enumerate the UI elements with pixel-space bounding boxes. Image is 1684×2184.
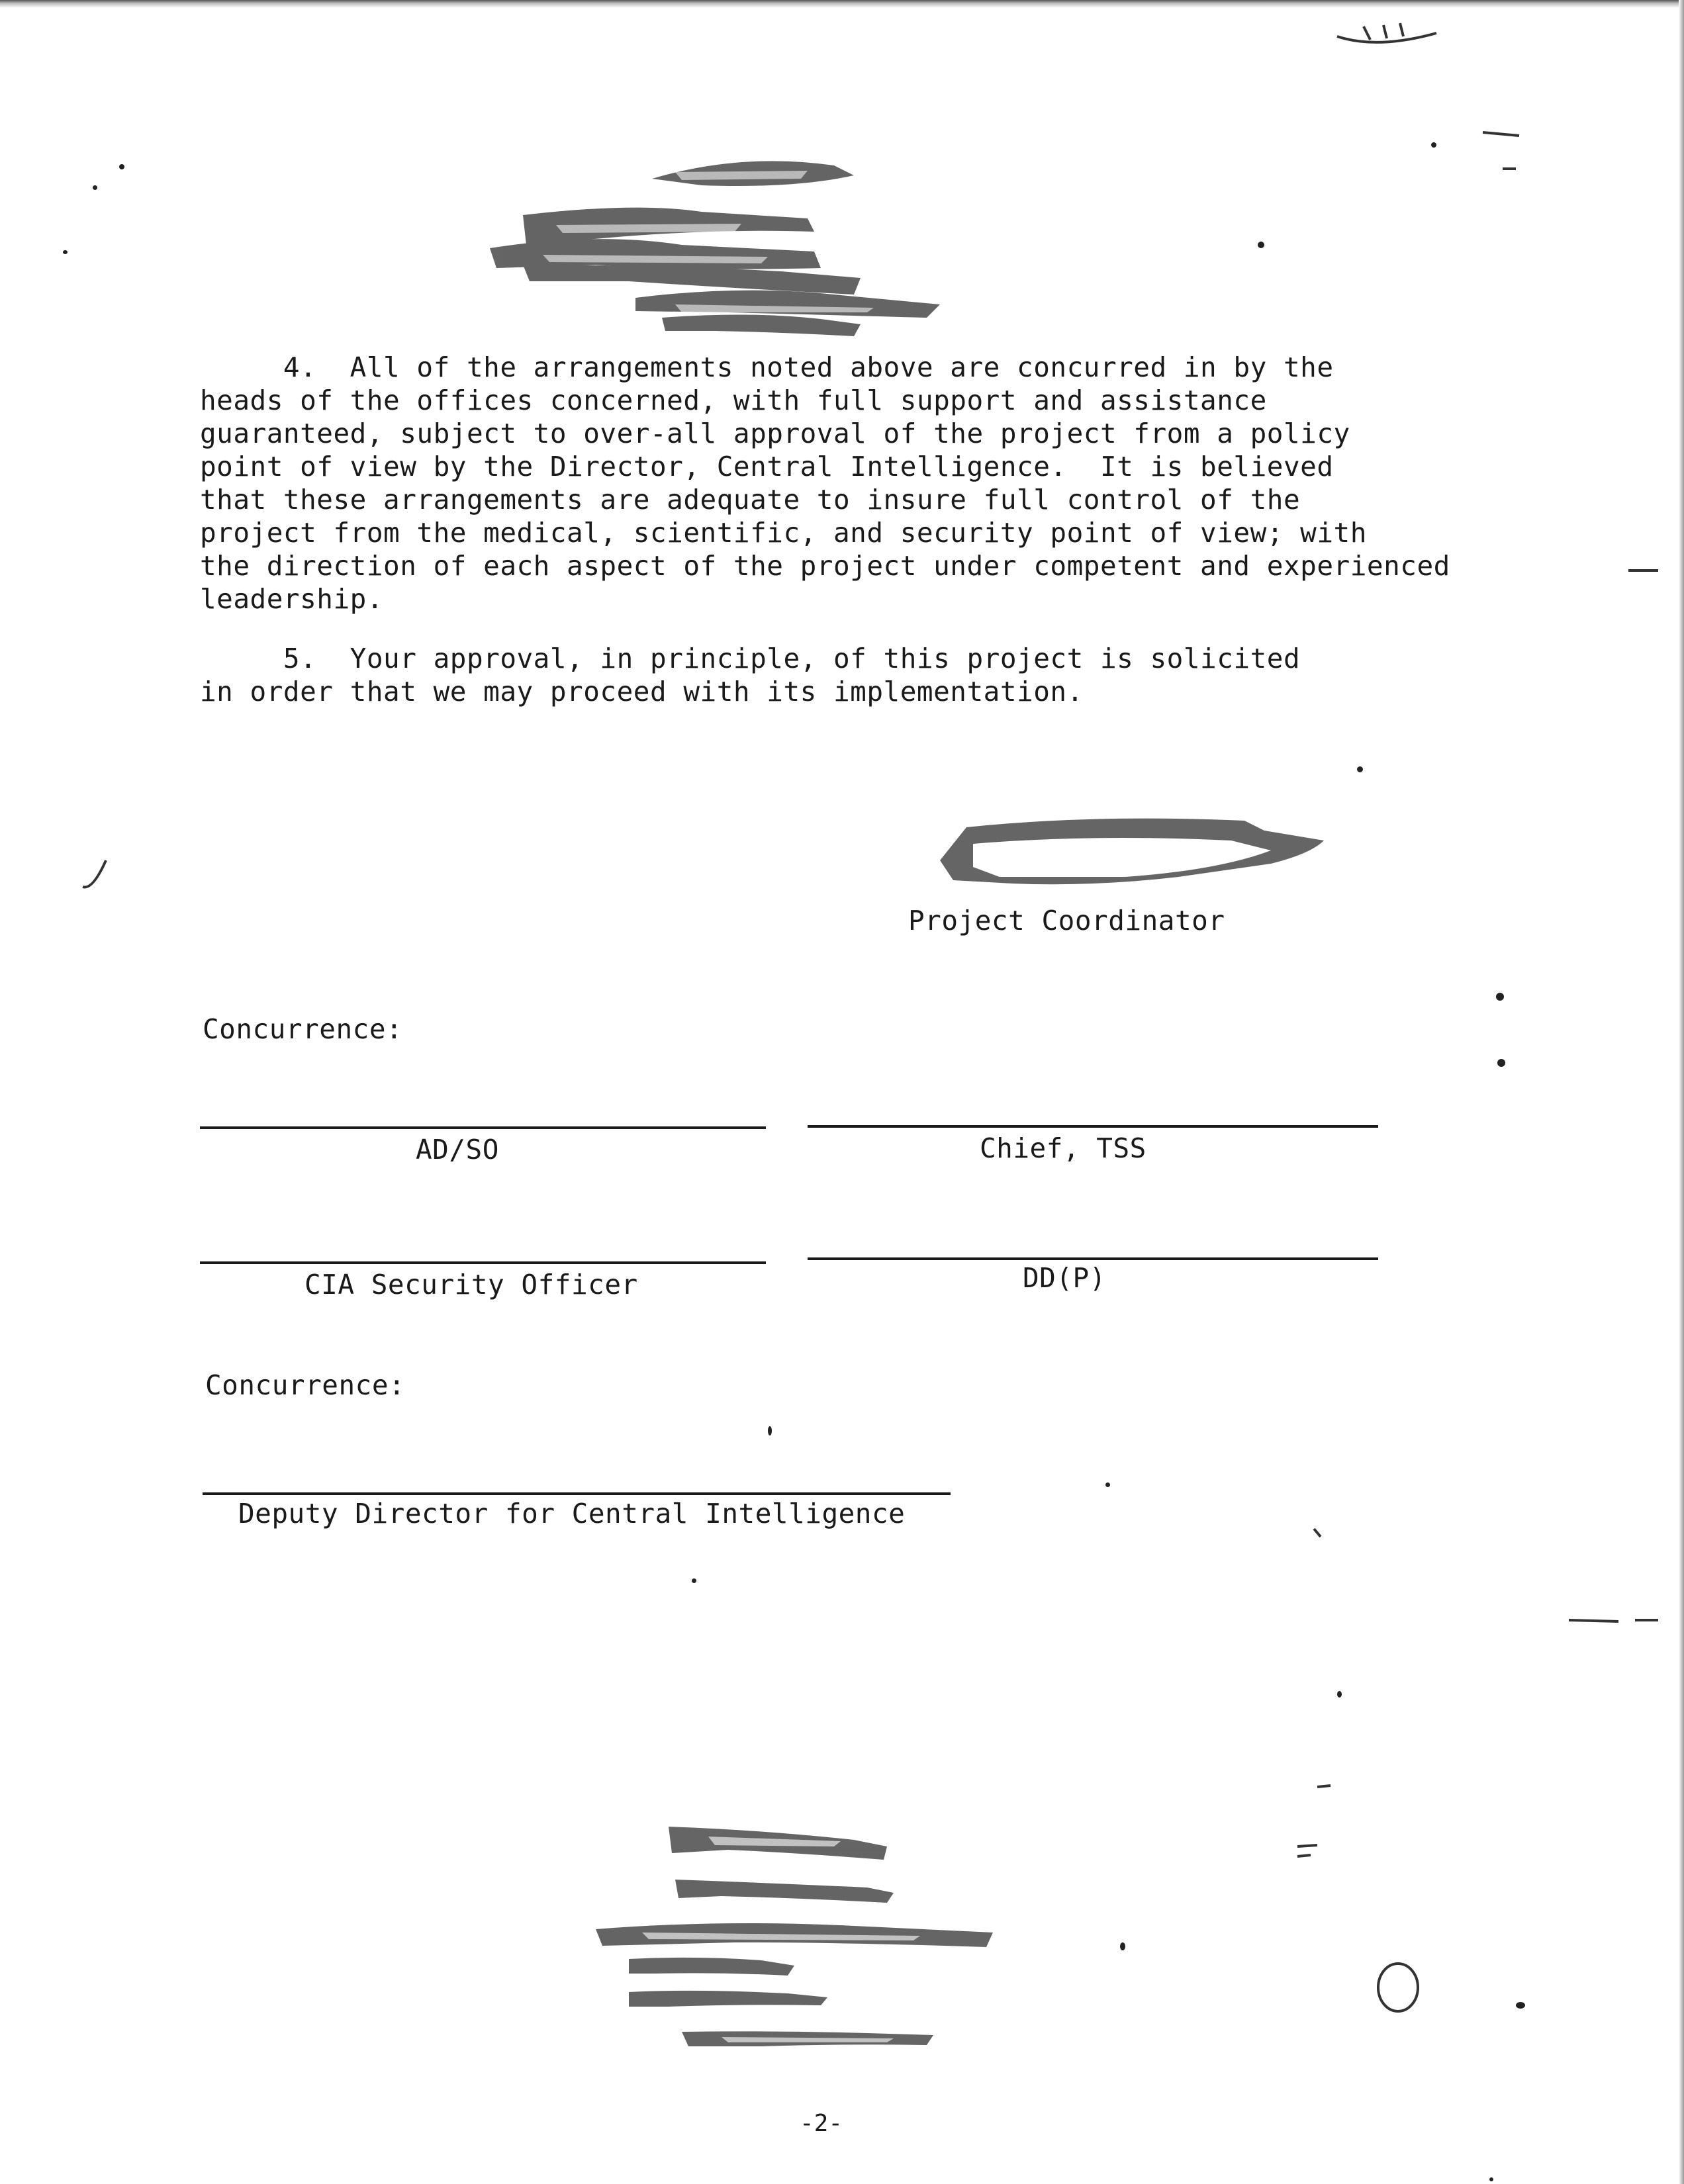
scan-speck — [63, 250, 68, 254]
p4-line-3: guaranteed, subject to over-all approval of the project from a policy — [200, 418, 1350, 449]
signer-title: Project Coordinator — [908, 905, 1225, 936]
page-number: -2- — [800, 2110, 843, 2137]
signature-label-ad-so: AD/SO — [416, 1134, 499, 1165]
p4-line-2: heads of the offices concerned, with full support and assistance — [200, 385, 1267, 416]
signature-label-ddp: DD(P) — [1023, 1262, 1106, 1294]
concurrence-label-2: Concurrence: — [205, 1369, 406, 1401]
p4-line-8: leadership. — [200, 583, 384, 615]
signature-label-security-officer: CIA Security Officer — [304, 1269, 638, 1300]
scan-speck — [1431, 142, 1436, 148]
scan-speck — [1516, 2002, 1525, 2009]
scan-speck — [1120, 1942, 1125, 1950]
scan-speck — [119, 164, 124, 169]
scan-speck — [1357, 766, 1363, 772]
signature-label-chief-tss: Chief, TSS — [980, 1132, 1146, 1164]
scan-speck — [1497, 1059, 1505, 1067]
p4-line-6: project from the medical, scientific, and security point of view; with — [200, 517, 1367, 549]
scan-speck — [768, 1426, 772, 1435]
scan-speck — [1105, 1482, 1110, 1487]
p4-line-7: the direction of each aspect of the project under competent and experienced — [200, 550, 1450, 582]
scan-speck — [692, 1578, 696, 1583]
scan-speck — [93, 185, 97, 190]
p4-line-1: 4. All of the arrangements noted above are concurred in by the — [200, 351, 1334, 383]
p4-line-4: point of view by the Director, Central Intelligence. It is believed — [200, 451, 1334, 482]
concurrence-label-1: Concurrence: — [203, 1013, 403, 1045]
p5-line-2: in order that we may proceed with its implementation. — [200, 676, 1084, 707]
scan-speck — [1496, 993, 1504, 1001]
scan-speck — [1337, 1691, 1342, 1698]
scan-speck — [1258, 242, 1264, 248]
p4-line-5: that these arrangements are adequate to insure full control of the — [200, 484, 1301, 516]
scan-speck — [1489, 2177, 1493, 2181]
p5-line-1: 5. Your approval, in principle, of this project is solicited — [200, 643, 1301, 674]
signature-label-ddci: Deputy Director for Central Intelligence — [238, 1498, 906, 1529]
